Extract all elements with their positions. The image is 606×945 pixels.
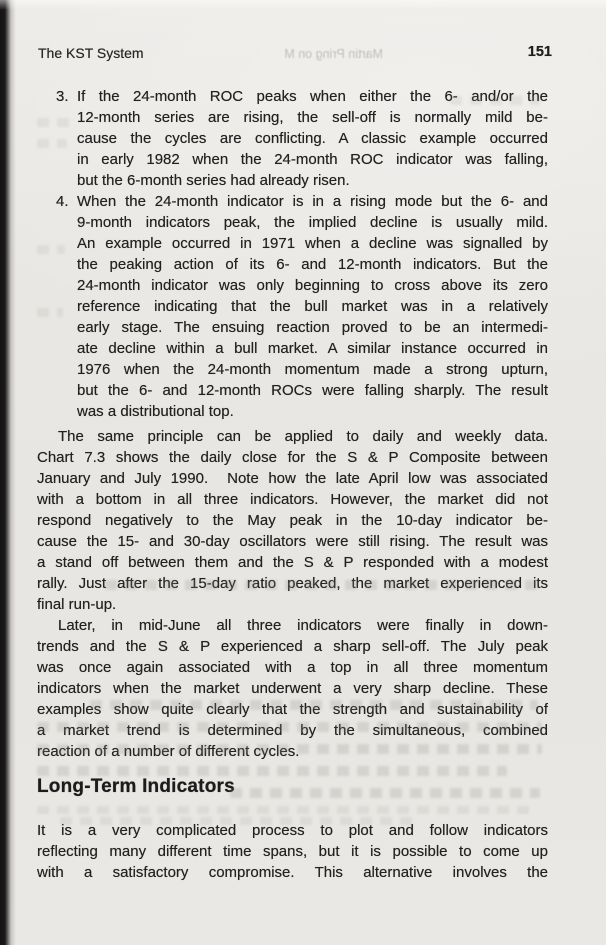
text-line: reflecting many different time spans, but it is possible to come up — [37, 843, 548, 860]
text-line: 24-month indicator was only beginning to cross above its zero — [77, 277, 548, 294]
text-line: Chart 7.3 shows the daily close for the S & P Composite between — [37, 449, 548, 466]
text-line: was once again associated with a top in all three momentum — [37, 659, 548, 676]
text-line: in early 1982 when the 24-month ROC indicator was falling, — [77, 151, 548, 168]
text-line: indicators when the market underwent a very sharp decline. These — [37, 680, 548, 697]
text-line: but the 6-month series had already risen. — [77, 172, 350, 189]
paragraph-mid-june — [37, 615, 548, 762]
list-item-lines — [77, 86, 548, 191]
text-line: January and July 1990. Note how the late April low was associated — [37, 470, 548, 487]
numbered-list-item-3 — [37, 86, 548, 191]
running-head-title: The KST System — [38, 45, 144, 61]
text-line: the peaking action of its 6- and 12-month indicators. But the — [77, 256, 548, 273]
text-line: 9-month indicators peak, the implied decline is usually mild. — [77, 214, 548, 231]
text-line: was a distributional top. — [77, 403, 234, 420]
text-line: final run-up. — [37, 596, 117, 613]
text-line: cause the cycles are conflicting. A classic example occurred — [77, 130, 548, 147]
scan-edge-left — [0, 0, 16, 945]
text-line: 12-month series are rising, the sell-off is normally mild be- — [77, 109, 548, 126]
list-item-lines — [77, 191, 548, 422]
text-line: The same principle can be applied to daily and weekly data. — [58, 428, 548, 445]
page-number: 151 — [527, 44, 552, 60]
text-line: Later, in mid-June all three indicators were finally in down- — [58, 617, 548, 634]
text-line: reaction of a number of different cycles. — [37, 743, 300, 760]
list-item-number: 4. — [56, 193, 69, 210]
text-line: but the 6- and 12-month ROCs were falling sharply. The result — [77, 382, 548, 399]
list-item-number: 3. — [56, 88, 69, 105]
text-line: rally. Just after the 15-day ratio peaked, the market experienced its — [37, 575, 548, 592]
text-line: examples show quite clearly that the strength and sustainability of — [37, 701, 548, 718]
numbered-list-item-4 — [37, 191, 548, 422]
paragraph-closing — [37, 820, 548, 883]
text-line: a market trend is determined by the simultaneous, combined — [37, 722, 548, 739]
page-body-text — [37, 86, 548, 883]
text-line: If the 24-month ROC peaks when either the 6- and/or the — [77, 88, 548, 105]
text-line: trends and the S & P experienced a sharp sell-off. The July peak — [37, 638, 548, 655]
section-heading-long-term-indicators: Long-Term Indicators — [37, 776, 235, 797]
text-line: ate decline within a bull market. A similar instance occurred in — [77, 340, 548, 357]
text-line: An example occurred in 1971 when a decline was signalled by — [77, 235, 548, 252]
text-line: with a satisfactory compromise. This alternative involves the — [37, 864, 548, 881]
text-line: early stage. The ensuing reaction proved to be an intermedi- — [77, 319, 548, 336]
text-line: reference indicating that the bull market was in a relatively — [77, 298, 548, 315]
running-head — [38, 45, 568, 65]
text-line: respond negatively to the May peak in the 10-day indicator be- — [37, 512, 548, 529]
text-line: cause the 15- and 30-day oscillators were still rising. The result was — [37, 533, 548, 550]
text-line: It is a very complicated process to plot and follow indicators — [37, 822, 548, 839]
text-line: a stand off between them and the S & P responded with a modest — [37, 554, 548, 571]
bleed-through-header-text: Martin Pring on M — [284, 47, 383, 61]
text-line: with a bottom in all three indicators. However, the market did not — [37, 491, 548, 508]
scan-edge-top — [0, 0, 606, 10]
text-line: 1976 when the 24-month momentum made a strong upturn, — [77, 361, 548, 378]
paragraph-daily-weekly — [37, 426, 548, 615]
text-line: When the 24-month indicator is in a rising mode but the 6- and — [77, 193, 548, 210]
